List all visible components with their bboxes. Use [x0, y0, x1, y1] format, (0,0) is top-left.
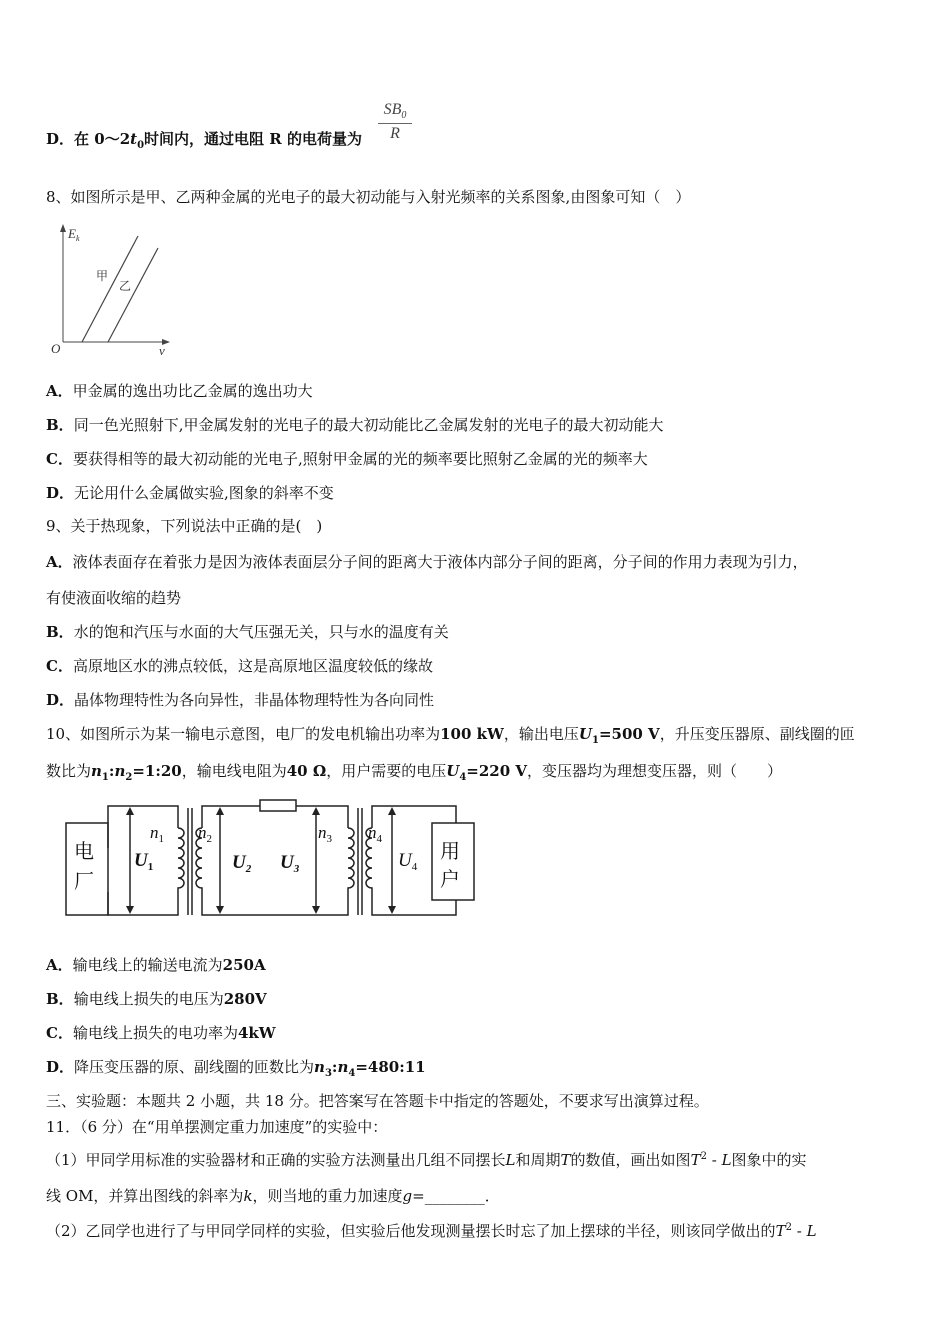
- power-plant-box: [66, 823, 108, 915]
- option-value: 280V: [223, 990, 267, 1008]
- t-var: T: [560, 1151, 571, 1169]
- q10-stem-line2: [46, 760, 782, 783]
- q10-stem2-a: 数比为: [46, 762, 92, 780]
- frac-num-sub: 0: [401, 110, 407, 122]
- option-text: 降压变压器的原、副线圈的匝数比为: [74, 1058, 315, 1076]
- plant-label-2: 厂: [74, 871, 94, 893]
- t-var: t: [130, 130, 138, 148]
- y-axis-arrow: [60, 224, 66, 232]
- colon: :: [108, 762, 115, 780]
- q10-stem1-a: 10、如图所示为某一输电示意图，电厂的发电机输出功率为: [46, 725, 441, 743]
- l-var: L: [806, 1222, 817, 1240]
- transmission-circuit: [60, 796, 480, 920]
- option-label: A．: [46, 553, 73, 571]
- primary-wire-top: [108, 806, 178, 848]
- option-label: C．: [46, 657, 73, 675]
- q10-stem2-b: ，输电线电阻为: [181, 762, 287, 780]
- line-top-left: [202, 806, 260, 828]
- option-text: 高原地区水的沸点较低，这是高原地区温度较低的缘故: [72, 657, 433, 675]
- q10-option-a: [46, 954, 266, 975]
- line-yi-label: 乙: [119, 279, 132, 293]
- q8-stem: 8、如图所示是甲、乙两种金属的光电子的最大初动能与入射光频率的关系图象,由图象可知（ ）: [46, 188, 691, 206]
- l-var: L: [505, 1151, 516, 1169]
- option-text: 液体表面存在着张力是因为液体表面层分子间的距离大于液体内部分子间的距离，分子间的作用力表现为引力，: [72, 553, 808, 571]
- frac-num: SB: [383, 101, 402, 118]
- q11-part2-line1: [46, 1220, 817, 1241]
- n3-sub: 3: [324, 1068, 332, 1079]
- dash: -: [791, 1222, 807, 1240]
- n2-var: n: [114, 762, 126, 780]
- option-text: 无论用什么金属做实验,图象的斜率不变: [74, 484, 334, 502]
- t-var: T: [690, 1151, 701, 1169]
- q7-option-d: [46, 128, 362, 151]
- u-sub: 1: [591, 735, 599, 746]
- secondary-wire-bottom: [372, 892, 456, 915]
- t-sup: 2: [785, 1222, 792, 1233]
- u3-label: $U_3$: [280, 852, 300, 875]
- q9-option-d: [46, 689, 434, 710]
- resistance-value: 40 Ω: [286, 762, 327, 780]
- option-text: 输电线上损失的电压为: [73, 990, 224, 1008]
- option-label: B．: [46, 623, 74, 641]
- q8-graph: [46, 222, 176, 360]
- dash: -: [706, 1151, 722, 1169]
- n2-label: $n_2$: [198, 823, 212, 845]
- q9-option-b: [46, 621, 449, 642]
- q11-p2-b: ，则当地的重力加速度: [252, 1187, 403, 1205]
- q10-option-c: [46, 1022, 276, 1043]
- line-jia-label: 甲: [96, 269, 109, 283]
- n2-sub: 2: [125, 772, 133, 783]
- q7d-range: 0～2: [94, 130, 131, 148]
- g-var: g: [402, 1187, 413, 1205]
- q10-stem1-b: ，输出电压: [503, 725, 579, 743]
- option-label: B．: [46, 990, 74, 1008]
- line-bottom: [202, 892, 348, 915]
- option-text: 甲金属的逸出功比乙金属的逸出功大: [72, 382, 313, 400]
- u2-arrowhead-bottom: [216, 906, 224, 914]
- u3-arrowhead-top: [312, 807, 320, 815]
- line-yi: [108, 248, 158, 342]
- n3-label: $n_3$: [318, 823, 332, 845]
- x-axis-label: ν: [159, 343, 165, 358]
- u4-arrowhead-bottom: [388, 906, 396, 914]
- charge-fraction: [378, 101, 412, 143]
- q9-option-a-cont: [46, 587, 181, 608]
- option-text: 输电线上的输送电流为: [72, 956, 223, 974]
- section-3-heading: 三、实验题：本题共 2 小题，共 18 分。把答案写在答题卡中指定的答题处，不要求写出演算过程。: [46, 1092, 709, 1110]
- q8-option-b: [46, 414, 663, 435]
- fraction-denominator: R: [390, 125, 400, 143]
- q8-option-a: [46, 380, 313, 401]
- n4-sub: 4: [348, 1068, 356, 1079]
- line-resistor: [260, 800, 296, 811]
- q11-p1-c: 的数值，画出如图: [570, 1151, 691, 1169]
- colon: :: [331, 1058, 338, 1076]
- plant-label-1: 电: [74, 841, 94, 863]
- option-text: 输电线上损失的电功率为: [72, 1024, 238, 1042]
- n1-label: $n_1$: [150, 823, 164, 845]
- option-label: B．: [46, 416, 74, 434]
- u1-arrowhead-bottom: [126, 906, 134, 914]
- q10-stem2-c: ，用户需要的电压: [326, 762, 447, 780]
- n1-var: n: [91, 762, 102, 780]
- option-label: D．: [46, 484, 75, 502]
- fraction-numerator: [378, 101, 412, 124]
- u2-arrowhead-top: [216, 807, 224, 815]
- option-label: A．: [46, 382, 73, 400]
- u4-arrowhead-top: [388, 807, 396, 815]
- option-label: D．: [46, 691, 75, 709]
- answer-blank[interactable]: =________．: [412, 1187, 500, 1205]
- q7d-text2: 的电荷量为: [287, 130, 363, 148]
- u4-var: U: [446, 762, 460, 780]
- option-label: A．: [46, 956, 73, 974]
- option-text: 要获得相等的最大初动能的光电子,照射甲金属的光的频率要比照射乙金属的光的频率大: [72, 450, 648, 468]
- option-label: C．: [46, 450, 73, 468]
- coil-n3: [348, 828, 354, 892]
- u4-value: =220 V: [466, 762, 528, 780]
- user-label-1: 用: [440, 841, 460, 863]
- q8-option-c: [46, 448, 648, 469]
- q10-stem2-d: ，变压器均为理想变压器，则（ ）: [527, 762, 783, 780]
- turns-ratio: =1:20: [132, 762, 182, 780]
- option-value: 4kW: [237, 1024, 276, 1042]
- q9-option-c: [46, 655, 433, 676]
- option-label: C．: [46, 1024, 73, 1042]
- u1-arrowhead-top: [126, 807, 134, 815]
- option-value: 250A: [222, 956, 266, 974]
- u3-arrowhead-bottom: [312, 906, 320, 914]
- q9-stem: 9、关于热现象，下列说法中正确的是( ): [46, 517, 323, 535]
- q10-stem1-c: ，升压变压器原、副线圈的匝: [659, 725, 855, 743]
- q7d-text1: 时间内，通过电阻: [144, 130, 265, 148]
- q11-p1-b: 和周期: [515, 1151, 561, 1169]
- primary-wire-bottom: [108, 892, 178, 915]
- option-text: 晶体物理特性为各向异性，非晶体物理特性为各向同性: [74, 691, 435, 709]
- q10-stem-line1: [46, 723, 855, 746]
- u-var: U: [578, 725, 592, 743]
- n4-label: $n_4$: [368, 823, 382, 845]
- q9-option-a: [46, 551, 808, 572]
- q10-option-b: [46, 988, 267, 1009]
- y-axis-label: $E_k$: [68, 226, 80, 243]
- option-value: =480:11: [355, 1058, 426, 1076]
- q11-p3-a: （2）乙同学也进行了与甲同学同样的实验，但实验后他发现测量摆长时忘了加上摆球的半径，则该同学做出的: [46, 1222, 776, 1240]
- user-label-2: 户: [440, 869, 460, 891]
- option-text: 有使液面收缩的趋势: [46, 589, 182, 607]
- option-text: 水的饱和汽压与水面的大气压强无关，只与水的温度有关: [73, 623, 449, 641]
- n1-sub: 1: [101, 772, 109, 783]
- q11-p2-a: 线 OM，并算出图线的斜率为: [46, 1187, 244, 1205]
- r-var: R: [269, 130, 282, 148]
- q11-stem: 11．（6 分）在“用单摆测定重力加速度”的实验中：: [46, 1118, 388, 1136]
- t-sup: 2: [700, 1151, 707, 1162]
- option-label: D．: [46, 130, 75, 148]
- t-sub: 0: [137, 140, 145, 151]
- u2-label: $U_2$: [232, 852, 252, 875]
- u1-label: $U_1$: [134, 850, 154, 873]
- power-value: 100 kW: [440, 725, 504, 743]
- q11-part1-line2: [46, 1185, 500, 1206]
- secondary-wire-top: [372, 806, 456, 828]
- t-var: T: [775, 1222, 786, 1240]
- q11-p1-a: （1）甲同学用标准的实验器材和正确的实验方法测量出几组不同摆长: [46, 1151, 506, 1169]
- q10-option-d: [46, 1056, 426, 1079]
- option-label: D．: [46, 1058, 75, 1076]
- q11-p1-d: 图象中的实: [731, 1151, 807, 1169]
- q7d-prefix: 在: [74, 130, 90, 148]
- l-var: L: [721, 1151, 732, 1169]
- option-text: 同一色光照射下,甲金属发射的光电子的最大初动能比乙金属发射的光电子的最大初动能大: [73, 416, 664, 434]
- origin-label: O: [51, 341, 61, 356]
- q11-part1-line1: [46, 1149, 807, 1170]
- n3-var: n: [314, 1058, 325, 1076]
- k-var: k: [243, 1187, 253, 1205]
- q8-option-d: [46, 482, 334, 503]
- u4-label: $U_4$: [398, 850, 418, 873]
- coil-n1: [178, 828, 184, 892]
- u1-value: =500 V: [598, 725, 660, 743]
- n4-var: n: [337, 1058, 349, 1076]
- u4-sub: 4: [459, 772, 467, 783]
